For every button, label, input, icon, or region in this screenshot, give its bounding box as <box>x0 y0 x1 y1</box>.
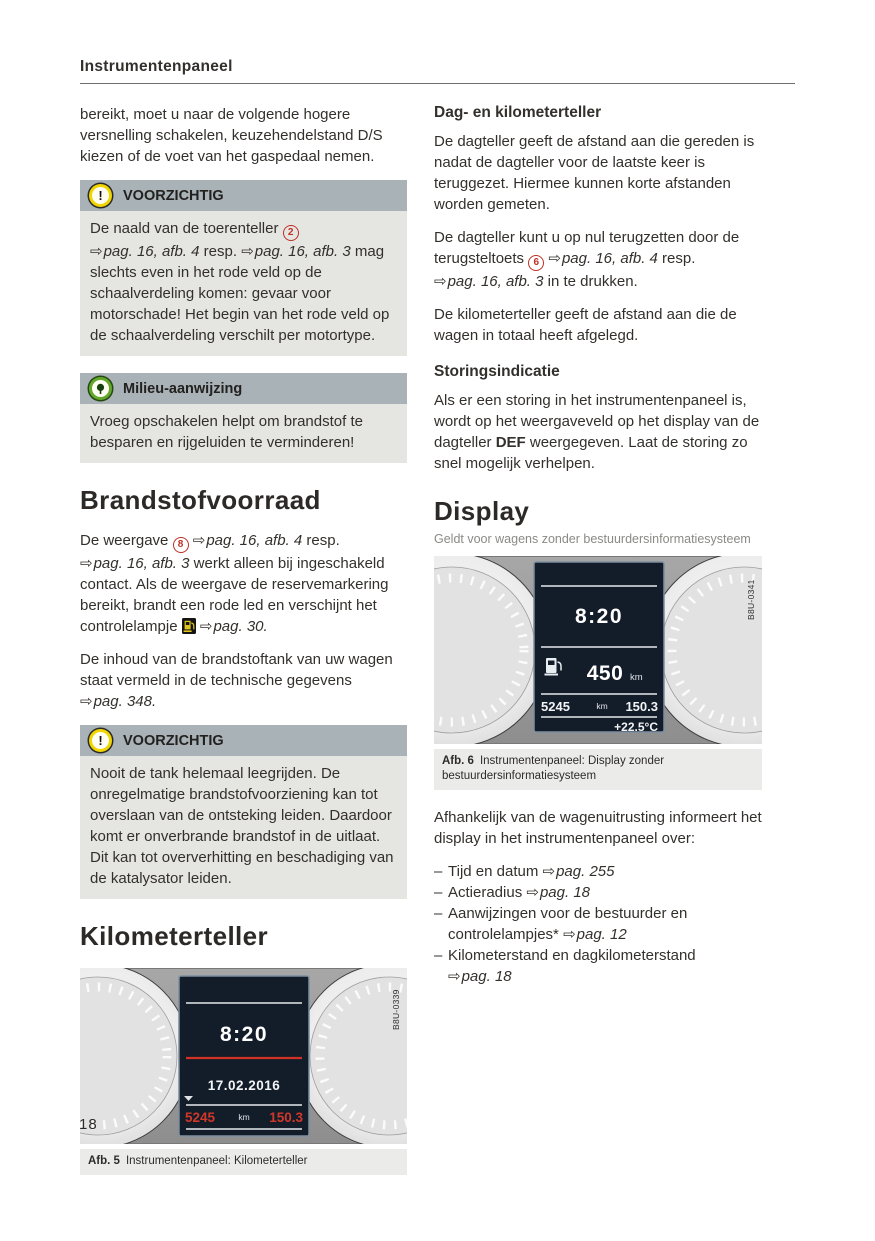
section-heading-brandstofvoorraad: Brandstofvoorraad <box>80 485 321 515</box>
brandstof-paragraph-1: De weergave 8 ⇨pag. 16, afb. 4 resp. ⇨pag. 16, afb. 3 werkt alleen bij ingeschakeld contact. Als de weergave de reservemarkering bereikt, brandt een rode led en verschijnt het controlelampje ⇨pag. 30. <box>80 532 389 635</box>
list-item-text: Kilometerstand en dagkilometerstand ⇨pag. 18 <box>448 947 696 985</box>
warning-icon: ! <box>89 184 112 207</box>
list-item-text: Aanwijzingen voor de bestuurder en controlelampjes* ⇨pag. 12 <box>448 905 688 943</box>
dash-bullet: – <box>434 905 443 922</box>
cross-reference: ⇨pag. 16, afb. 3 <box>241 243 351 260</box>
fuel-pump-warning-icon <box>182 618 196 635</box>
warning-icon: ! <box>89 729 112 752</box>
center-display <box>179 976 309 1136</box>
trip-value: 150.3 <box>269 1110 303 1125</box>
clock-time: 8:20 <box>219 1023 269 1046</box>
eco-box-header <box>80 373 407 404</box>
list-item <box>434 903 762 945</box>
date-value: 17.02.2016 <box>207 1078 281 1093</box>
cross-reference: ⇨pag. 30. <box>199 618 268 635</box>
subheading-dagteller: Dag- en kilometerteller <box>434 104 602 121</box>
figure-code: B8U-0339 <box>391 989 401 1030</box>
dagteller-paragraph-3: De kilometerteller geeft de afstand aan die de wagen in totaal heeft afgelegd. <box>434 306 737 344</box>
ref-arrow-icon: ⇨ <box>563 926 576 943</box>
page-number: 18 <box>79 1116 98 1133</box>
intro-paragraph: bereikt, moet u naar de volgende hogere versnelling schakelen, keuzehendelstand D/S kiezen of de voet van het gaspedaal nemen. <box>80 106 383 165</box>
right-column <box>434 104 762 1175</box>
trip-value: 150.3 <box>625 699 658 714</box>
ref-arrow-icon: ⇨ <box>526 884 539 901</box>
dash-bullet: – <box>434 947 443 964</box>
cross-reference: ⇨pag. 16, afb. 3 <box>80 555 190 572</box>
center-display <box>534 562 664 734</box>
circled-number-badge: 2 <box>283 225 299 241</box>
list-item-text: Actieradius ⇨pag. 18 <box>448 884 590 901</box>
range-value: 450 <box>586 662 624 685</box>
odometer-value: 5245 <box>185 1110 216 1125</box>
caution-box-1 <box>80 180 407 356</box>
figure-6 <box>434 556 762 790</box>
ref-arrow-icon: ⇨ <box>90 243 103 260</box>
left-column <box>80 104 407 1175</box>
cross-reference: ⇨pag. 16, afb. 3 <box>434 273 544 290</box>
figure-caption-text: Instrumentenpaneel: Kilometerteller <box>125 1155 308 1167</box>
display-info-paragraph: Afhankelijk van de wagenuitrusting informeert het display in het instrumentenpaneel over: <box>434 809 762 847</box>
circled-number-badge: 6 <box>528 255 544 271</box>
cross-reference: ⇨pag. 18 <box>448 968 512 985</box>
cross-reference: ⇨pag. 348. <box>80 693 157 710</box>
figure-5 <box>80 968 407 1175</box>
eco-body: Vroeg opschakelen helpt om brandstof te besparen en rijgeluiden te verminderen! <box>80 404 407 463</box>
figure-code: B8U-0341 <box>746 579 756 620</box>
caution-title: VOORZICHTIG <box>123 732 224 749</box>
ref-arrow-icon: ⇨ <box>448 968 461 985</box>
caution-body: Nooit de tank helemaal leegrijden. De onregelmatige brandstofvoorziening kan tot overslaan van de ontsteking leiden. Daardoor komt er onverbrande brandstof in de uitlaat. Dit kan tot oververhitting en beschadiging van de katalysator leiden. <box>80 756 407 899</box>
ref-arrow-icon: ⇨ <box>192 532 206 549</box>
subheading-storingsindicatie: Storingsindicatie <box>434 363 560 380</box>
ref-arrow-icon: ⇨ <box>199 618 213 635</box>
caution-body: De naald van de toerenteller 2 ⇨pag. 16, afb. 4 resp. ⇨pag. 16, afb. 3 mag slechts even in het rode veld op de schaalverdeling komen: gevaar voor motorschade! Het begin van het rode veld op de schaalverdeling verschilt per motortype. <box>80 211 407 356</box>
cross-reference: ⇨pag. 16, afb. 4 <box>548 250 658 267</box>
figure-5-caption <box>80 1149 407 1175</box>
dagteller-paragraph-1: De dagteller geeft de afstand aan die gereden is nadat de dagteller voor de laatste keer is teruggezet. Hiermee kunnen korte afstanden worden gemeten. <box>434 133 755 213</box>
instrument-cluster-image-display <box>434 556 762 744</box>
display-subtitle: Geldt voor wagens zonder bestuurdersinformatiesysteem <box>434 532 751 546</box>
list-item-text: Tijd en datum ⇨pag. 255 <box>448 863 615 880</box>
tree-icon <box>89 377 112 400</box>
caution-title: VOORZICHTIG <box>123 187 224 204</box>
list-item <box>434 861 762 882</box>
section-heading-display: Display <box>434 496 530 526</box>
figure-label: Afb. 5 <box>88 1155 120 1167</box>
cross-reference: ⇨pag. 16, afb. 4 <box>192 532 303 549</box>
list-item <box>434 945 762 987</box>
odometer-unit: km <box>238 1112 250 1122</box>
caution-box-header <box>80 180 407 211</box>
cross-reference: ⇨pag. 18 <box>526 884 590 901</box>
odometer-unit: km <box>596 701 608 711</box>
ref-arrow-icon: ⇨ <box>542 863 556 880</box>
ref-arrow-icon: ⇨ <box>80 555 93 572</box>
cross-reference: ⇨pag. 255 <box>542 863 615 880</box>
list-item <box>434 882 762 903</box>
storing-paragraph: Als er een storing in het instrumentenpaneel is, wordt op het weergaveveld op het display van de dagteller DEF weergegeven. Laat de storing zo snel mogelijk verhelpen. <box>434 392 760 472</box>
cross-reference: ⇨pag. 16, afb. 4 <box>90 243 200 260</box>
clock-time: 8:20 <box>574 605 624 628</box>
ref-arrow-icon: ⇨ <box>241 243 254 260</box>
instrument-cluster-image-kilometerteller <box>80 968 407 1144</box>
dagteller-paragraph-2: De dagteller kunt u op nul terugzetten door de terugsteltoets 6 ⇨pag. 16, afb. 4 resp. ⇨pag. 16, afb. 3 in te drukken. <box>434 229 740 290</box>
temperature-value: +22.5°C <box>614 720 658 734</box>
ref-arrow-icon: ⇨ <box>80 693 93 710</box>
section-heading-kilometerteller: Kilometerteller <box>80 921 269 951</box>
dash-bullet: – <box>434 863 443 880</box>
cross-reference: ⇨pag. 12 <box>563 926 627 943</box>
figure-label: Afb. 6 <box>442 755 474 767</box>
dash-bullet: – <box>434 884 443 901</box>
caution-box-2 <box>80 725 407 899</box>
range-unit: km <box>630 672 643 683</box>
odometer-value: 5245 <box>541 699 570 714</box>
ref-arrow-icon: ⇨ <box>434 273 447 290</box>
eco-title: Milieu-aanwijzing <box>123 380 243 397</box>
eco-note-box <box>80 373 407 463</box>
ref-arrow-icon: ⇨ <box>548 250 561 267</box>
circled-number-badge: 8 <box>173 537 189 553</box>
figure-caption-text: Instrumentenpaneel: Display zonder bestuurdersinformatiesysteem <box>442 755 665 782</box>
figure-6-caption <box>434 749 762 790</box>
chapter-header: Instrumentenpaneel <box>80 58 795 84</box>
brandstof-paragraph-2: De inhoud van de brandstoftank van uw wagen staat vermeld in de technische gegevens ⇨pag. 348. <box>80 651 393 710</box>
caution-box-header <box>80 725 407 756</box>
display-topics-list <box>434 861 762 987</box>
